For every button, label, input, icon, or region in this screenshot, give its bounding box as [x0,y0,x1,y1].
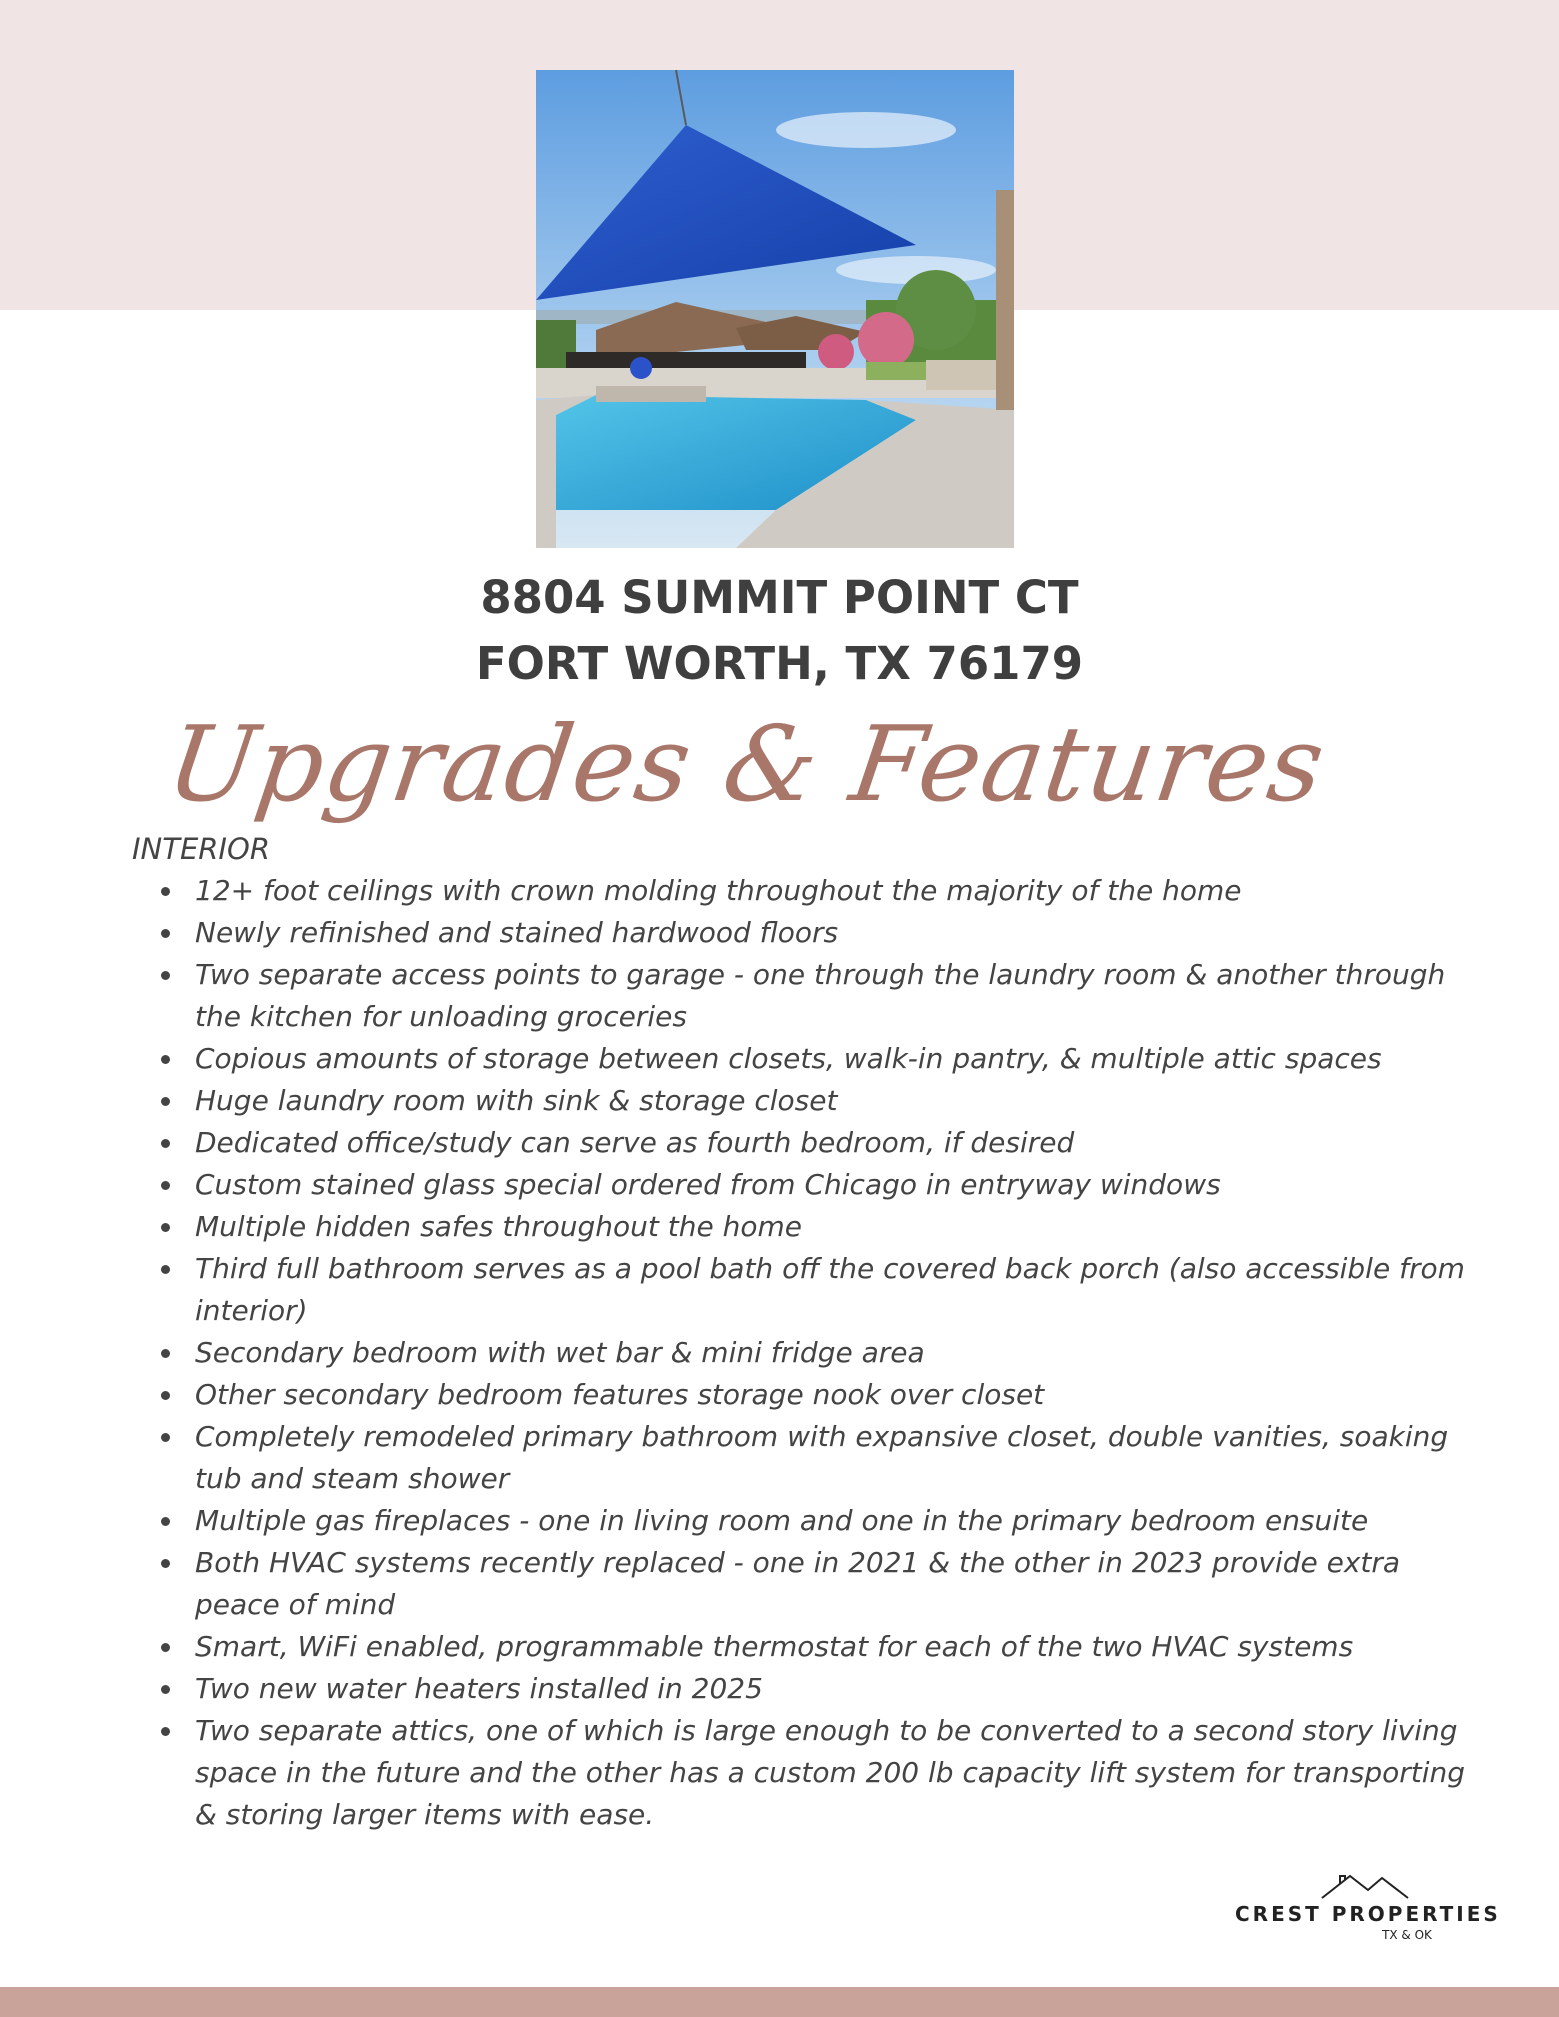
list-item: • Huge laundry room with sink & storage closet [185,1080,1485,1122]
list-item: • Completely remodeled primary bathroom with expansive closet, double vanities, soaking tub and steam shower [185,1416,1485,1500]
section-label-interior: INTERIOR [132,832,270,866]
list-item: • Custom stained glass special ordered from Chicago in entryway windows [185,1164,1485,1206]
house-roof-icon [1320,1870,1410,1900]
list-item: • Dedicated office/study can serve as fourth bedroom, if desired [185,1122,1485,1164]
logo-subtitle: TX & OK [1382,1928,1432,1942]
upgrades-features-title [160,680,1333,850]
list-item: • Multiple gas fireplaces - one in living room and one in the primary bedroom ensuite [185,1500,1485,1542]
list-item: • Third full bathroom serves as a pool bath off the covered back porch (also accessible from interior) [185,1248,1485,1332]
address-line-2: FORT WORTH, TX 76179 [475,637,1084,690]
list-item: • Multiple hidden safes throughout the home [185,1206,1485,1248]
crest-properties-logo [1235,1870,1501,1950]
list-item: • Two new water heaters installed in 2025 [185,1668,1485,1710]
list-item: • Newly refinished and stained hardwood floors [185,912,1485,954]
list-item: • Two separate attics, one of which is large enough to be converted to a second story living space in the future and the other has a custom 200 lb capacity lift system for transporting & storing larger items with ease. [185,1710,1485,1836]
bottom-background-band [0,1987,1559,2017]
address-line-1: 8804 SUMMIT POINT CT [480,571,1079,624]
feature-list [140,870,1485,1836]
list-item: • Smart, WiFi enabled, programmable thermostat for each of the two HVAC systems [185,1626,1485,1668]
list-item: • Secondary bedroom with wet bar & mini fridge area [185,1332,1485,1374]
logo-name: CREST PROPERTIES [1235,1902,1501,1926]
list-item: • 12+ foot ceilings with crown molding throughout the majority of the home [185,870,1485,912]
script-title-text: Upgrades & Features [160,703,1333,825]
list-item: • Two separate access points to garage - one through the laundry room & another through the kitchen for unloading groceries [185,954,1485,1038]
list-item: • Copious amounts of storage between closets, walk-in pantry, & multiple attic spaces [185,1038,1485,1080]
list-item: • Both HVAC systems recently replaced - one in 2021 & the other in 2023 provide extra peace of mind [185,1542,1485,1626]
list-item: • Other secondary bedroom features storage nook over closet [185,1374,1485,1416]
pool-photo [536,70,1014,548]
